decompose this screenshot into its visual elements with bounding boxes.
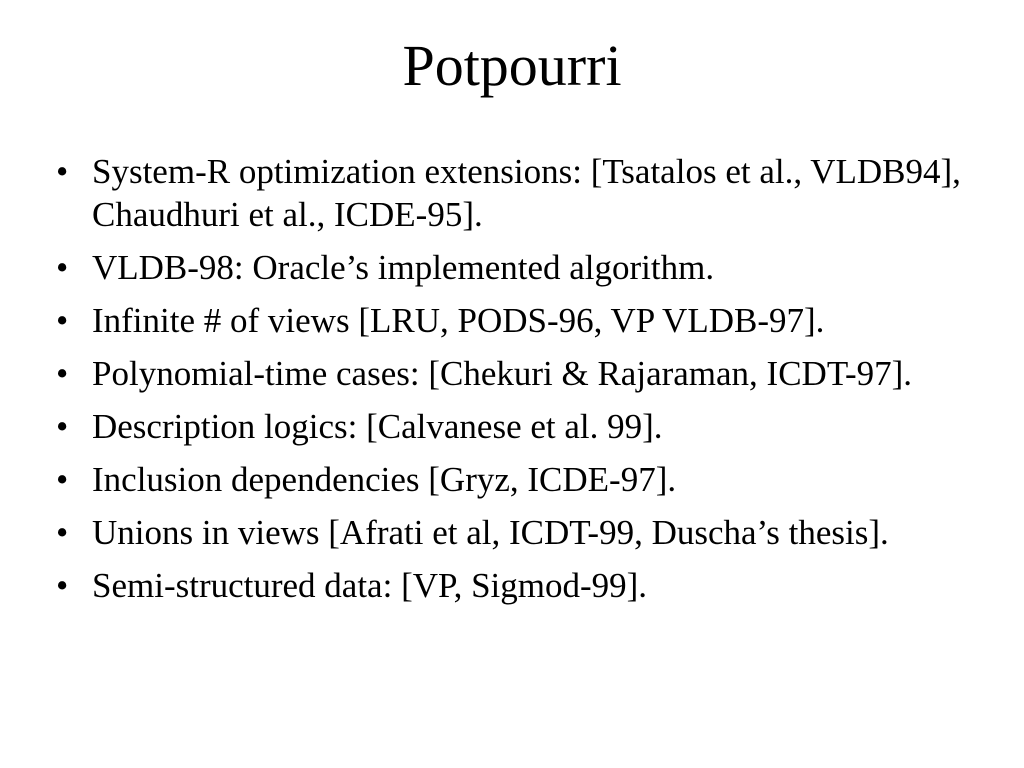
bullet-marker: • bbox=[56, 354, 69, 393]
bullet-item-7 bbox=[56, 511, 976, 554]
bullet-marker: • bbox=[56, 248, 69, 287]
bullet-text: System-R optimization extensions: [Tsatalos et al., VLDB94], Chaudhuri et al., ICDE-95]. bbox=[92, 152, 961, 234]
bullet-text: VLDB-98: Oracle’s implemented algorithm. bbox=[92, 248, 715, 287]
bullet-item-3 bbox=[56, 299, 976, 342]
bullet-marker: • bbox=[56, 460, 69, 499]
bullet-text: Unions in views [Afrati et al, ICDT-99, Duscha’s thesis]. bbox=[92, 513, 889, 552]
bullet-item-4 bbox=[56, 352, 976, 395]
bullet-text: Polynomial-time cases: [Chekuri & Rajaraman, ICDT-97]. bbox=[92, 354, 913, 393]
bullet-marker: • bbox=[56, 407, 69, 446]
bullet-item-5 bbox=[56, 405, 976, 448]
bullet-marker: • bbox=[56, 301, 69, 340]
bullet-list bbox=[56, 150, 976, 617]
bullet-text: Inclusion dependencies [Gryz, ICDE-97]. bbox=[92, 460, 677, 499]
bullet-item-8 bbox=[56, 564, 976, 607]
bullet-item-6 bbox=[56, 458, 976, 501]
bullet-text: Description logics: [Calvanese et al. 99]. bbox=[92, 407, 663, 446]
bullet-marker: • bbox=[56, 152, 69, 191]
bullet-marker: • bbox=[56, 513, 69, 552]
bullet-item-1 bbox=[56, 150, 976, 236]
bullet-text: Semi-structured data: [VP, Sigmod-99]. bbox=[92, 566, 648, 605]
bullet-item-2 bbox=[56, 246, 976, 289]
bullet-text: Infinite # of views [LRU, PODS-96, VP VLDB-97]. bbox=[92, 301, 825, 340]
slide-title: Potpourri bbox=[402, 33, 622, 98]
bullet-marker: • bbox=[56, 566, 69, 605]
